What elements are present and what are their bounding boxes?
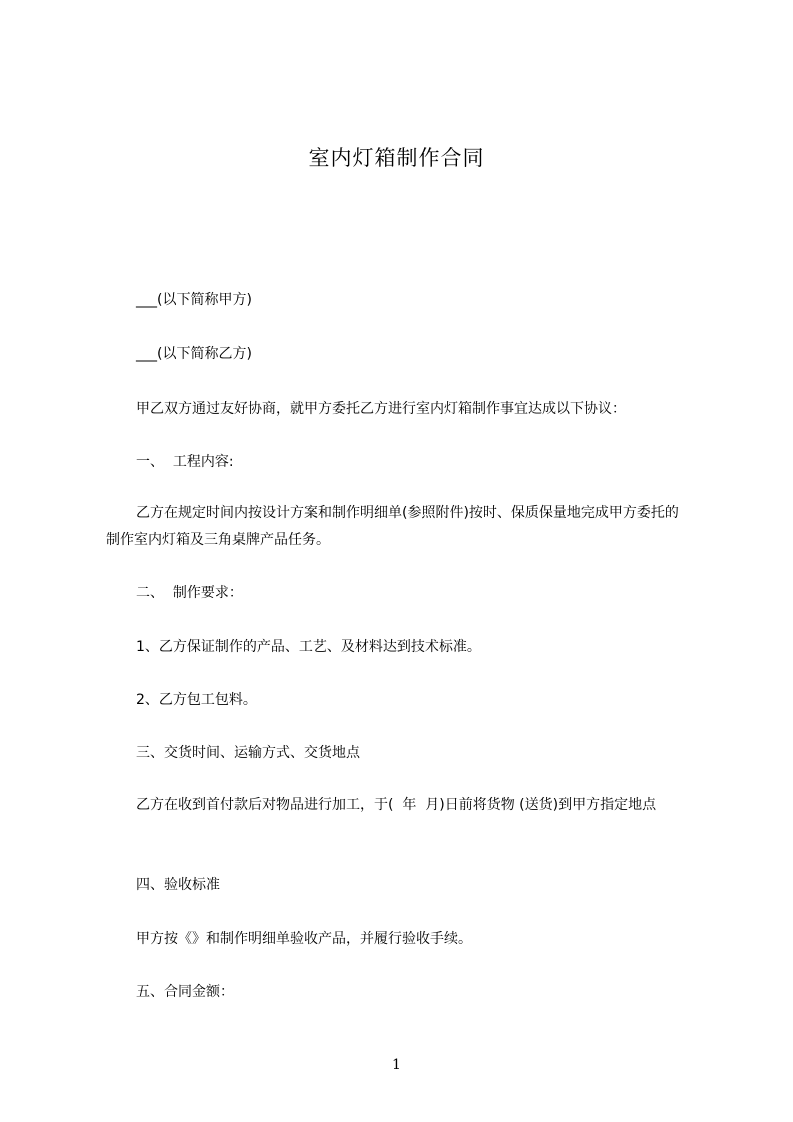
section-heading-3: 三、交货时间、运输方式、交货地点 <box>136 745 360 761</box>
party-a-line: ___(以下简称甲方) <box>136 292 252 308</box>
party-b-line: ___(以下简称乙方) <box>136 346 252 362</box>
section-1-body: 乙方在规定时间内按设计方案和制作明细单(参照附件)按时、保质保量地完成甲方委托的制作室内灯箱及三角桌牌产品任务。 <box>106 505 679 548</box>
section-4-body: 甲方按《》和制作明细单验收产品，并履行验收手续。 <box>136 931 472 947</box>
page-number: 1 <box>392 1057 401 1073</box>
section-heading-1: 一、 工程内容: <box>136 454 234 470</box>
intro-paragraph: 甲乙双方通过友好协商，就甲方委托乙方进行室内灯箱制作事宜达成以下协议： <box>136 401 626 417</box>
requirement-item-2: 2、乙方包工包料。 <box>136 692 257 708</box>
section-heading-4: 四、验收标准 <box>136 877 220 893</box>
section-heading-2: 二、 制作要求： <box>136 585 243 601</box>
requirement-item-1: 1、乙方保证制作的产品、工艺、及材料达到技术标准。 <box>136 639 481 655</box>
section-3-body: 乙方在收到首付款后对物品进行加工，于( 年 月)日前将货物 (送货)到甲方指定地点 <box>136 797 657 813</box>
section-heading-5: 五、合同金额： <box>136 984 234 1000</box>
document-title: 室内灯箱制作合同 <box>308 146 485 170</box>
